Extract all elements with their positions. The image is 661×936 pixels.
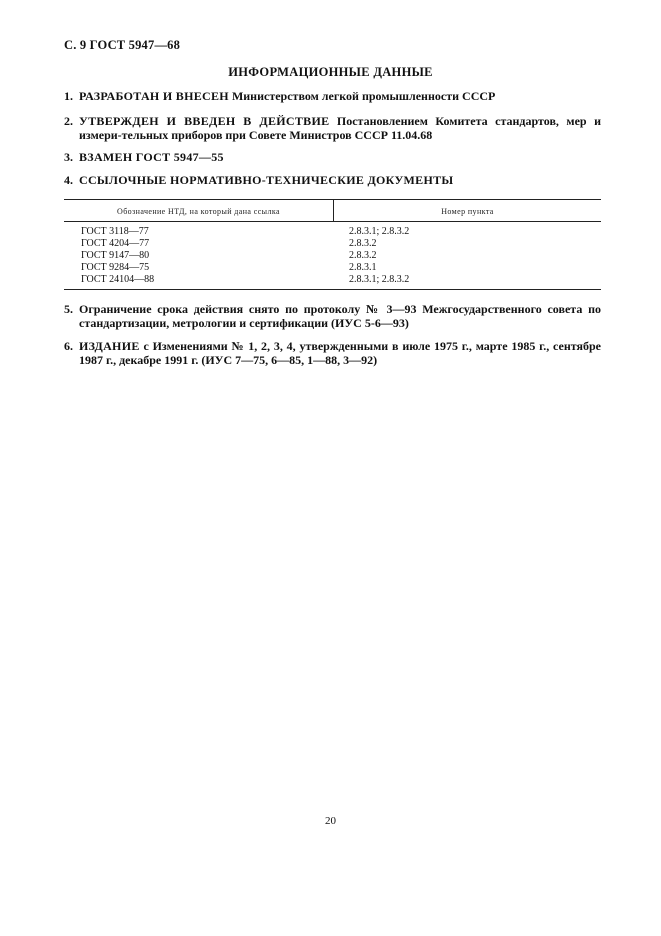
table-cell-clause: 2.8.3.2 [349,250,377,262]
item-text: Министерством легкой промышленности СССР [228,89,496,103]
item-text: Постановлением Комитета стандартов, мер и измери-тельных приборов при Совете Министров СССР 11.04.68 [79,114,601,142]
table-cell-clause: 2.8.3.2 [349,238,377,250]
page-number: 20 [325,815,336,827]
section-title: ИНФОРМАЦИОННЫЕ ДАННЫЕ [228,65,433,79]
table-cell-document: ГОСТ 9147—80 [81,250,150,262]
info-item-2 [64,115,601,142]
item-text: с Изменениями № 1, 2, 3, 4, утвержденными в июле 1975 г., марте 1985 г., сентябре 1987 г., декабре 1991 г. (ИУС 7—75, 6—85, 1—88, 3—92) [79,339,601,367]
table-header-rule [64,221,601,222]
table-cell-document: ГОСТ 4204—77 [81,238,150,250]
item-lead: ССЫЛОЧНЫЕ НОРМАТИВНО-ТЕХНИЧЕСКИЕ ДОКУМЕНТЫ [79,173,454,187]
item-lead: УТВЕРЖДЕН И ВВЕДЕН В ДЕЙСТВИЕ [79,114,330,128]
running-header: С. 9 ГОСТ 5947—68 [64,38,181,52]
info-item-5 [64,303,601,330]
item-number: 4. [64,173,73,187]
item-number: 3. [64,150,73,164]
item-number: 1. [64,89,73,103]
info-item-4 [64,174,601,188]
table-header-clause: Номер пункта [441,207,494,216]
item-lead: РАЗРАБОТАН И ВНЕСЕН [79,89,229,103]
table-cell-clause: 2.8.3.1; 2.8.3.2 [349,226,410,237]
item-lead: ИЗДАНИЕ [79,339,140,353]
table-cell-clause: 2.8.3.1; 2.8.3.2 [349,274,410,286]
item-number: 2. [64,114,73,128]
table-cell-document: ГОСТ 3118—77 [81,226,149,237]
table-column-documents [81,226,154,286]
item-number: 6. [64,339,73,353]
table-cell-document: ГОСТ 9284—75 [81,262,150,274]
table-cell-clause: 2.8.3.1 [349,262,377,274]
table-column-clauses [349,226,409,286]
item-number: 5. [64,302,73,316]
table-bottom-rule [64,289,601,290]
item-lead: ВЗАМЕН ГОСТ 5947—55 [79,150,224,164]
item-text: Ограничение срока действия снято по протоколу № 3—93 Межгосударственного совета по стандартизации, метрологии и сертификации (ИУС 5-6—93) [79,302,601,330]
table-header-document: Обозначение НТД, на который дана ссылка [117,207,280,216]
info-item-6 [64,340,601,367]
info-item-3 [64,151,601,165]
info-item-1 [64,90,601,104]
table-cell-document: ГОСТ 24104—88 [81,274,155,286]
